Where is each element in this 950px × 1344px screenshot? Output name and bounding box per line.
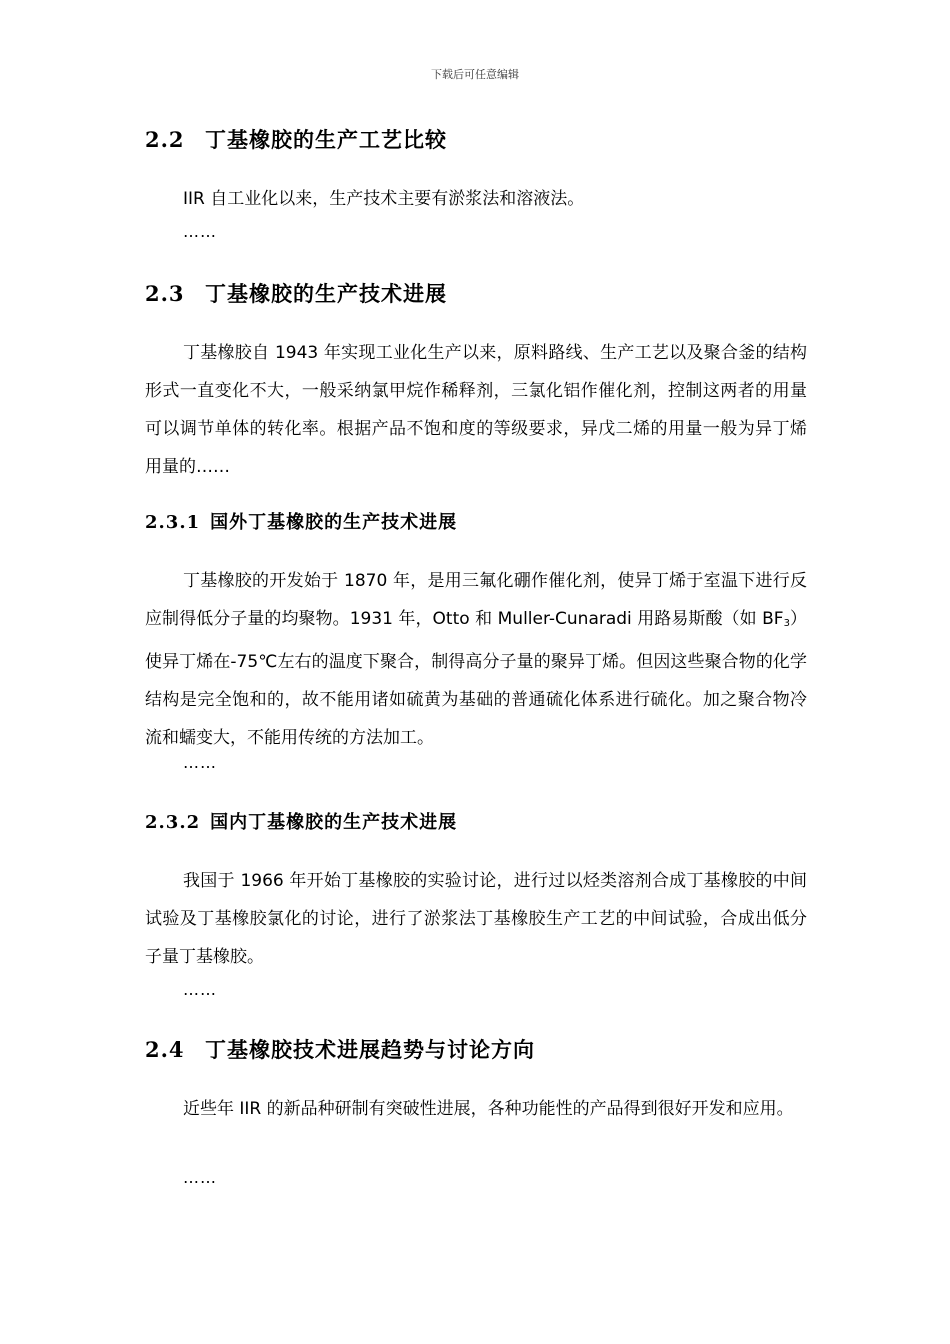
paragraph-2-3-2: 我国于 1966 年开始丁基橡胶的实验讨论，进行过以烃类溶剂合成丁基橡胶的中间试验及丁基橡胶氯化的讨论，进行了淤浆法丁基橡胶生产工艺的中间试验，合成出低分子量丁基橡胶。	[145, 871, 807, 967]
ellipsis-2-3-1: ……	[183, 753, 217, 772]
section-title: 国内丁基橡胶的生产技术进展	[210, 812, 458, 833]
paragraph-text-b: ）使异丁烯在-75℃左右的温度下聚合，制得高分子量的聚异丁烯。但因这些聚合物的化学结构是完全饱和的，故不能用诸如硫黄为基础的普通硫化体系进行硫化。加之聚合物冷流和蠕变大，不能用传统的方法加工。	[145, 609, 807, 748]
subscript-3: 3	[783, 618, 790, 629]
paragraph-2-4: 近些年 IIR 的新品种研制有突破性进展，各种功能性的产品得到很好开发和应用。	[183, 1099, 794, 1119]
section-title: 丁基橡胶的生产技术进展	[205, 281, 447, 306]
section-title: 丁基橡胶的生产工艺比较	[205, 127, 447, 152]
section-number: 2.4	[145, 1037, 185, 1062]
paragraph-2-3-1	[145, 562, 807, 757]
section-number: 2.2	[145, 127, 185, 152]
ellipsis-2-2: ……	[183, 222, 217, 241]
section-heading-2-4	[145, 1034, 535, 1064]
ellipsis-2-4: ……	[183, 1168, 217, 1187]
section-number: 2.3.1	[145, 512, 201, 533]
section-title: 国外丁基橡胶的生产技术进展	[210, 512, 458, 533]
section-title: 丁基橡胶技术进展趋势与讨论方向	[205, 1037, 535, 1062]
paragraph-2-2: IIR 自工业化以来，生产技术主要有淤浆法和溶液法。	[183, 189, 585, 209]
section-heading-2-3	[145, 278, 447, 308]
section-number: 2.3.2	[145, 812, 201, 833]
section-heading-2-3-2	[145, 808, 457, 834]
section-heading-2-2	[145, 124, 447, 154]
section-heading-2-3-1	[145, 508, 457, 534]
paragraph-text-a: 丁基橡胶的开发始于 1870 年，是用三氟化硼作催化剂，使异丁烯于室温下进行反应制得低分子量的均聚物。1931 年，Otto 和 Muller-Cunaradi 用路易斯酸（如 BF	[145, 571, 807, 629]
page-header: 下载后可任意编辑	[431, 68, 519, 81]
ellipsis-2-3-2: ……	[183, 980, 217, 999]
section-number: 2.3	[145, 281, 185, 306]
paragraph-2-3: 丁基橡胶自 1943 年实现工业化生产以来，原料路线、生产工艺以及聚合釜的结构形式一直变化不大，一般采纳氯甲烷作稀释剂，三氯化铝作催化剂，控制这两者的用量可以调节单体的转化率。根据产品不饱和度的等级要求，异戊二烯的用量一般为异丁烯用量的……	[145, 343, 807, 477]
